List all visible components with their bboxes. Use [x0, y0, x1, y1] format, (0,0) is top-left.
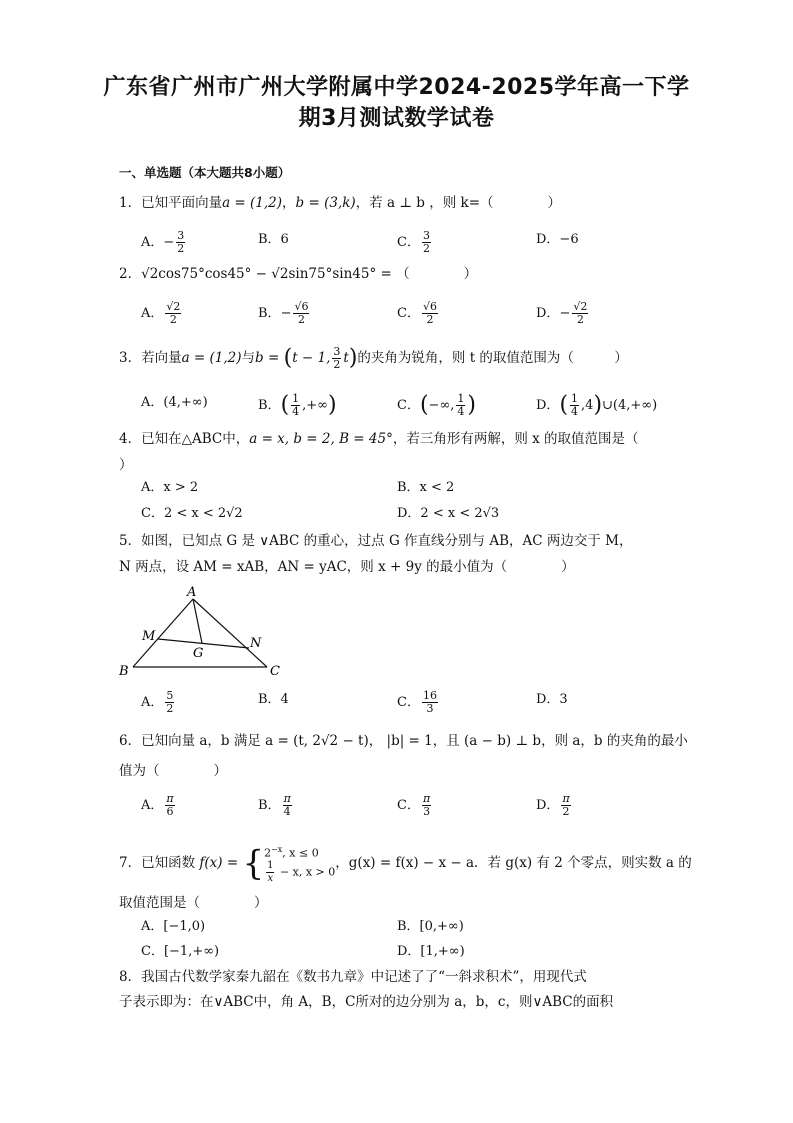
title-line-2: 期3月测试数学试卷	[298, 106, 495, 131]
label-c: C	[270, 664, 280, 679]
q1-option-a: A．− $\frac{3}{2}$	[141, 229, 185, 255]
q1-option-c: C． $\frac{3}{2}$	[397, 229, 430, 255]
question-6-line-2: 值为（ ）	[119, 763, 227, 779]
q6-option-b: B． $\frac{\pi}{4}$	[258, 792, 291, 818]
q5-option-d: D．3	[536, 692, 568, 707]
side-ac	[193, 599, 267, 667]
question-8-line-1: 8．我国古代数学家秦九韶在《数书九章》中记述了了“一斜求积术”，用现代式	[119, 969, 587, 985]
question-7: 7．已知函数 f(x) = { $2^{-x}$, x ≤ 0 $\frac{1}{x}$ − x, x > 0 ，g(x) = f(x) − x − a．若 g(x) 有 2 个零点，则实数 a 的	[119, 843, 692, 885]
question-4-close: ）	[119, 457, 133, 473]
q7-option-b: B．[0,+∞)	[397, 919, 464, 934]
section-heading: 一、单选题（本大题共8小题）	[119, 165, 291, 180]
q2-option-c: C． $\frac{√6}{2}$	[397, 300, 437, 326]
q7-option-c: C．[−1,+∞)	[141, 944, 220, 959]
q6-option-d: D． $\frac{\pi}{2}$	[536, 792, 570, 818]
question-2: 2．√2cos75°cos45° − √2sin75°sin45° = （ ）	[119, 266, 478, 282]
q6-option-c: C． $\frac{\pi}{3}$	[397, 792, 431, 818]
q3-option-a: A．(4,+∞)	[141, 395, 208, 410]
q2-option-b: B．− $\frac{√6}{2}$	[258, 300, 309, 326]
label-n: N	[250, 636, 262, 651]
question-5-line-2: N 两点，设 AM = xAB，AN = yAC，则 x + 9y 的最小值为（ ）	[119, 559, 575, 575]
q6-option-a: A． $\frac{\pi}{6}$	[141, 792, 174, 818]
q5-option-a: A． $\frac{5}{2}$	[141, 689, 174, 715]
question-6-line-1: 6．已知向量 a，b 满足 a = (t, 2√2 − t)， |b| = 1，且 (a − b) ⊥ b，则 a，b 的夹角的最小	[119, 733, 688, 749]
q3-option-b: B．( $\frac{1}{4}$ ,+∞)	[258, 392, 337, 418]
line-mn	[158, 639, 249, 648]
q5-option-b: B．4	[258, 692, 289, 707]
q4-option-a: A．x > 2	[141, 480, 199, 495]
q1-option-b: B．6	[258, 232, 289, 247]
question-1: 1．已知平面向量a = (1,2)，b = (3,k)，若 a ⊥ b ，则 k=（ ）	[119, 195, 562, 211]
q3-option-d: D．( $\frac{1}{4}$ ,4)∪(4,+∞)	[536, 392, 658, 418]
q2-option-a: A． $\frac{√2}{2}$	[141, 300, 181, 326]
q7-option-a: A．[−1,0)	[141, 919, 206, 934]
q7-option-d: D．[1,+∞)	[397, 944, 465, 959]
label-g: G	[193, 646, 204, 661]
question-4: 4．已知在△ABC中，a = x, b = 2, B = 45°，若三角形有两解，则 x 的取值范围是（	[119, 431, 639, 447]
q4-option-c: C．2 < x < 2√2	[141, 506, 243, 521]
label-a: A	[187, 585, 197, 600]
q5-option-c: C． $\frac{16}{3}$	[397, 689, 437, 715]
q3-option-c: C．(−∞, $\frac{1}{4}$ )	[397, 392, 476, 418]
label-m: M	[142, 629, 156, 644]
question-5-line-1: 5．如图，已知点 G 是 ∨ABC 的重心，过点 G 作直线分别与 AB，AC 两边交于 M，	[119, 533, 633, 549]
title-line-1: 广东省广州市广州大学附属中学2024-2025学年高一下学	[103, 75, 690, 100]
triangle-figure	[117, 585, 287, 680]
label-b: B	[119, 664, 129, 679]
question-8-line-2: 子表示即为：在∨ABC中，角 A，B，C所对的边分别为 a，b，c，则∨ABC的面积	[119, 994, 614, 1010]
q1-option-d: D．−6	[536, 232, 579, 247]
question-3: 3．若向量a = (1,2)与b = (t − 1, $\frac{3}{2}$ t)的夹角为锐角，则 t 的取值范围为（ ）	[119, 345, 628, 371]
q4-option-d: D．2 < x < 2√3	[397, 506, 500, 521]
q2-option-d: D．− $\frac{√2}{2}$	[536, 300, 588, 326]
question-7-line-2: 取值范围是（ ）	[119, 895, 268, 911]
q4-option-b: B．x < 2	[397, 480, 455, 495]
